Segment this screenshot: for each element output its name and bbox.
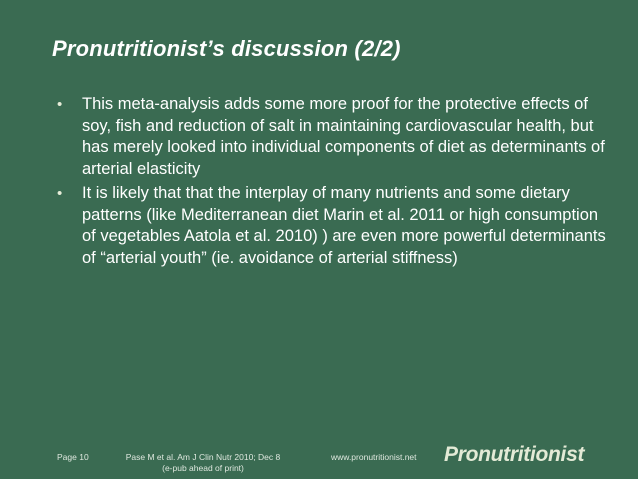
bullet-text: It is likely that that the interplay of many nutrients and some dietary patterns (like Mediterranean diet Marin et al. 2011 or high consumption of vegetables Aatola et al. 2010) ) are even more powerful determinants of “arterial youth” (ie. avoidance of arterial stiffness) <box>82 184 606 267</box>
slide-title: Pronutritionist’s discussion (2/2) <box>52 36 401 61</box>
bullet-icon: • <box>57 185 63 202</box>
reference-line: (e-pub ahead of print) <box>162 463 244 473</box>
bullet-item <box>52 94 612 180</box>
logo-text: Pronutritionist <box>444 443 585 466</box>
footer-reference <box>118 452 288 474</box>
pronutritionist-logo <box>444 443 584 467</box>
page-number: Page 10 <box>57 452 89 462</box>
footer-url-link[interactable]: www.pronutritionist.net <box>331 452 417 462</box>
slide-footer <box>0 443 638 479</box>
bullet-icon: • <box>57 96 63 113</box>
reference-line: Pase M et al. Am J Clin Nutr 2010; Dec 8 <box>125 452 281 462</box>
bullet-text: This meta-analysis adds some more proof for the protective effects of soy, fish and reduction of salt in maintaining cardiovascular health, but has merely looked into individual components of diet as determinants of arterial elasticity <box>82 95 605 178</box>
bullet-list <box>52 94 612 272</box>
bullet-item <box>52 183 612 269</box>
